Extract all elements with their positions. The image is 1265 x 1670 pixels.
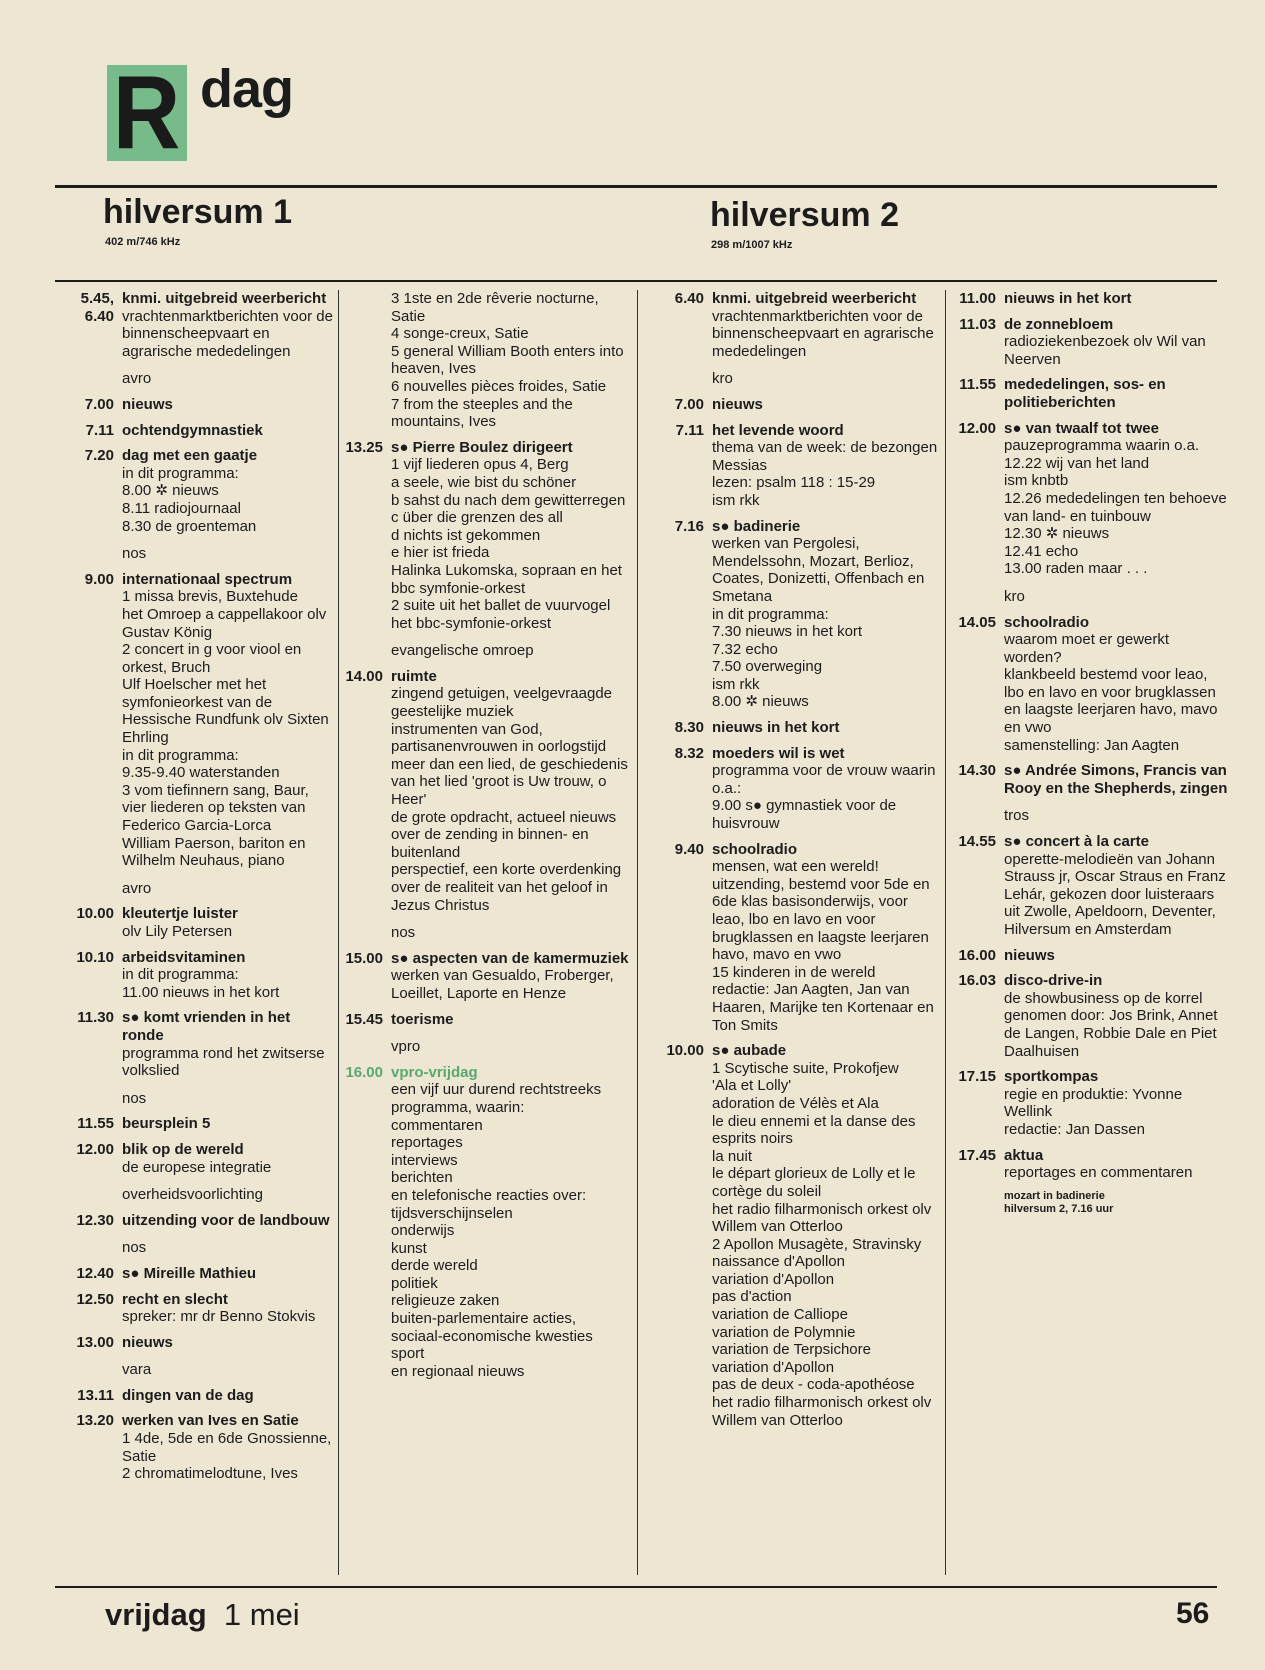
program-entry <box>341 950 629 1003</box>
program-title: s● Andrée Simons, Francis van Rooy en the Shepherds, zingen <box>1004 762 1228 797</box>
program-title: s● Pierre Boulez dirigeert <box>391 438 573 456</box>
program-title: nieuws <box>712 395 763 413</box>
program-entry <box>52 1412 336 1482</box>
program-time: 7.00 <box>674 395 704 413</box>
program-description: pauzeprogramma waarin o.a. 12.22 wij van het land ism knbtb 12.26 mededelingen ten behoeve van land- en tuinbouw 12.30 ✲ nieuws 12.41 echo 13.00 raden maar . . . <box>1004 437 1227 578</box>
program-time: 7.00 <box>84 395 114 413</box>
program-description: radioziekenbezoek olv Wil van Neerven <box>1004 333 1206 368</box>
program-time: 11.55 <box>959 376 996 394</box>
program-title: blik op de wereld <box>122 1140 244 1158</box>
program-title: uitzending voor de landbouw <box>122 1211 330 1229</box>
broadcaster-label: overheidsvoorlichting <box>122 1186 263 1204</box>
program-entry <box>341 290 629 431</box>
program-time: 17.15 <box>958 1068 996 1086</box>
program-details <box>996 1068 1230 1138</box>
program-details <box>996 316 1230 369</box>
program-details <box>996 614 1230 755</box>
program-details <box>114 949 336 1002</box>
program-title: toerisme <box>391 1010 454 1028</box>
program-details <box>383 439 629 633</box>
program-description: regie en produktie: Yvonne Wellink redactie: Jan Dassen <box>1004 1085 1183 1138</box>
program-time: 7.11 <box>85 421 114 439</box>
program-entry <box>52 1291 336 1326</box>
program-time: 15.45 <box>345 1010 383 1028</box>
program-description: operette-melodieën van Johann Strauss jr, Oscar Straus en Franz Lehár, gekozen door luisteraars uit Zwolle, Apeldoorn, Deventer, Hilversum en Amsterdam <box>1004 850 1226 938</box>
program-title: s● concert à la carte <box>1004 833 1149 851</box>
program-description: mensen, wat een wereld! uitzending, bestemd voor 5de en 6de klas basisonderwijs, voor leao, lbo en lavo en voor brugklassen en laagste leerjaren havo, mavo en vwo 15 kinderen in de wereld redactie: Jan Aagten, Jan van Haaren, Marijke ten Kortenaar en Ton Smits <box>712 858 934 1034</box>
program-details <box>383 668 629 914</box>
program-details <box>704 290 940 360</box>
program-entry <box>948 420 1230 578</box>
program-entry <box>660 396 940 414</box>
program-entry <box>660 1042 940 1429</box>
footer-date <box>105 1597 300 1633</box>
program-details <box>383 950 629 1003</box>
program-entry <box>660 518 940 712</box>
program-entry <box>948 376 1230 411</box>
broadcaster-label: nos <box>122 545 147 563</box>
program-time: 12.00 <box>958 419 996 437</box>
program-entry <box>52 396 336 414</box>
program-time: 14.55 <box>958 833 996 851</box>
program-time: 11.55 <box>77 1115 114 1133</box>
schedule-column-hilversum-2-a <box>660 290 940 1437</box>
program-time <box>341 290 383 431</box>
program-title: knmi. uitgebreid weerbericht <box>712 290 917 307</box>
broadcaster-label: nos <box>122 1089 147 1107</box>
program-time: 13.00 <box>76 1333 114 1351</box>
program-title: internationaal spectrum <box>122 570 293 588</box>
program-time: 11.03 <box>959 315 996 333</box>
program-time: 6.40 <box>674 290 704 307</box>
broadcaster-label: tros <box>1004 807 1030 825</box>
program-time: 9.00 <box>84 570 114 588</box>
program-entry <box>660 290 940 360</box>
program-time: 12.00 <box>76 1140 114 1158</box>
program-title: arbeidsvitaminen <box>122 948 246 966</box>
program-time: 8.32 <box>674 744 704 762</box>
program-title: dingen van de dag <box>122 1386 254 1404</box>
program-title: nieuws <box>1004 946 1055 964</box>
program-time: 9.40 <box>674 840 704 858</box>
program-details <box>704 422 940 510</box>
program-entry <box>948 1147 1230 1182</box>
program-entry <box>948 947 1230 965</box>
program-time: 13.11 <box>77 1386 114 1404</box>
program-details <box>114 1334 336 1352</box>
program-entry <box>948 972 1230 1060</box>
program-details <box>996 762 1230 797</box>
program-entry <box>660 422 940 510</box>
program-time: 12.50 <box>76 1290 114 1308</box>
program-title: recht en slecht <box>122 1290 228 1308</box>
broadcaster-label: vara <box>122 1361 152 1379</box>
top-rule <box>55 185 1217 188</box>
program-details <box>114 422 336 440</box>
station-name-hilversum-1: hilversum 1 <box>103 193 292 231</box>
program-entry <box>660 719 940 737</box>
program-details <box>383 290 629 431</box>
broadcaster-label: nos <box>122 1239 147 1257</box>
program-time: 14.00 <box>345 667 383 685</box>
program-description: 1 Scytische suite, Prokofjew 'Ala et Lolly' adoration de Vélès et Ala le dieu ennemi et la danse des esprits noirs la nuit le départ glorieux de Lolly et le cortège du soleil het radio filharmonisch orkest olv Willem van Otterloo 2 Apollon Musagète, Stravinsky naissance d'Apollon variation d'Apollon pas d'action variation de Calliope variation de Polymnie variation de Terpsichore variation d'Apollon pas de deux - coda-apothéose het radio filharmonisch orkest olv Willem van Otterloo <box>712 1059 932 1429</box>
program-description: waarom moet er gewerkt worden? klankbeeld bestemd voor leao, lbo en lavo en voor brugklassen en laagste leerjaren havo, mavo en vwo samenstelling: Jan Aagten <box>1004 631 1218 754</box>
program-time: 14.05 <box>958 613 996 631</box>
program-title: nieuws in het kort <box>1004 290 1132 307</box>
program-entry <box>948 833 1230 939</box>
program-details <box>114 1387 336 1405</box>
program-description: programma rond het zwitserse volkslied <box>122 1044 325 1080</box>
program-entry <box>52 949 336 1002</box>
program-description: spreker: mr dr Benno Stokvis <box>122 1308 316 1326</box>
program-time: 17.45 <box>958 1146 996 1164</box>
program-details <box>114 571 336 870</box>
program-entry <box>52 1141 336 1176</box>
program-title: moeders wil is wet <box>712 744 845 762</box>
program-description: 3 1ste en 2de rêverie nocturne, Satie 4 songe-creux, Satie 5 general William Booth enters into heaven, Ives 6 nouvelles pièces froides, Satie 7 from the steeples and the mountains, Ives <box>391 290 624 431</box>
program-details <box>114 1115 336 1133</box>
program-entry <box>52 1212 336 1230</box>
program-entry <box>52 422 336 440</box>
program-time: 11.30 <box>77 1009 114 1027</box>
program-details <box>383 1064 629 1381</box>
program-entry <box>660 745 940 833</box>
broadcaster-label: kro <box>712 370 733 388</box>
program-title: s● aubade <box>712 1042 787 1060</box>
broadcaster-label: nos <box>391 924 416 942</box>
program-description: olv Lily Petersen <box>122 923 233 940</box>
program-description: thema van de week: de bezongen Messias lezen: psalm 118 : 15-29 ism rkk <box>712 439 938 509</box>
program-title: ochtendgymnastiek <box>122 421 263 439</box>
program-details <box>114 447 336 535</box>
program-title: s● van twaalf tot twee <box>1004 419 1159 437</box>
program-entry <box>341 439 629 633</box>
program-time: 13.20 <box>76 1412 114 1430</box>
program-description: reportages en commentaren <box>1004 1164 1193 1182</box>
schedule-column-hilversum-1-b <box>341 290 629 1388</box>
program-title: de zonnebloem <box>1004 315 1114 333</box>
program-entry <box>948 1068 1230 1138</box>
program-details <box>114 905 336 940</box>
program-description: zingend getuigen, veelgevraagde geestelijke muziek instrumenten van God, partisanenvrouwen in oorlogstijd meer dan een lied, de geschiedenis van het lied 'groot is Uw trouw, o Heer' de grote opdracht, actueel nieuws over de zending in binnen- en buitenland perspectief, een korte overdenking over de realiteit van het geloof in Jezus Christus <box>391 685 628 914</box>
program-details <box>704 745 940 833</box>
program-title: disco-drive-in <box>1004 972 1103 990</box>
program-details <box>704 396 940 414</box>
header-rule <box>55 280 1217 282</box>
program-entry <box>52 1009 336 1079</box>
program-entry <box>948 614 1230 755</box>
program-time: 16.00 <box>345 1063 383 1081</box>
program-description: 1 missa brevis, Buxtehude het Omroep a cappellakoor olv Gustav König 2 concert in g voor viool en orkest, Bruch Ulf Hoelscher met het symfonieorkest van de Hessische Rundfunk olv Sixten Ehrling in dit programma: 9.35-9.40 waterstanden 3 vom tiefinnern sang, Baur, vier liederen op teksten van Federico Garcia-Lorca William Paerson, bariton en Wilhelm Neuhaus, piano <box>122 588 329 870</box>
program-details <box>996 972 1230 1060</box>
program-entry <box>52 1115 336 1133</box>
program-description: 1 vijf liederen opus 4, Berg a seele, wie bist du schöner b sahst du nach dem gewitterregen c über die grenzen des all d nichts ist gekommen e hier ist frieda Halinka Lukomska, sopraan en het bbc symfonie-orkest 2 suite uit het ballet de vuurvogel het bbc-symfonie-orkest <box>391 456 626 632</box>
program-entry <box>948 762 1230 797</box>
program-time: 7.20 <box>84 447 114 465</box>
program-time: 7.16 <box>674 517 704 535</box>
program-title: nieuws <box>122 1333 173 1351</box>
broadcaster-label: evangelische omroep <box>391 642 534 660</box>
program-description: in dit programma: 11.00 nieuws in het kort <box>122 966 280 1001</box>
program-details <box>996 833 1230 939</box>
program-time: 7.11 <box>675 421 704 439</box>
broadcaster-label: kro <box>1004 587 1025 605</box>
program-title: ruimte <box>391 667 437 685</box>
program-details <box>114 1009 336 1079</box>
program-title: knmi. uitgebreid weerbericht <box>122 290 327 307</box>
program-time: 12.40 <box>76 1264 114 1282</box>
program-time: 13.25 <box>345 438 383 456</box>
page-number: 56 <box>1176 1597 1210 1630</box>
program-details <box>996 420 1230 578</box>
program-description: een vijf uur durend rechtstreeks programma, waarin: commentaren reportages interviews berichten en telefonische reacties over: tijdsverschijnselen onderwijs kunst derde wereld politiek religieuze zaken buiten-parlementaire acties, sociaal-economische kwesties sport en regionaal nieuws <box>391 1081 602 1380</box>
program-description: in dit programma: 8.00 ✲ nieuws 8.11 radiojournaal 8.30 de groenteman <box>122 464 257 535</box>
program-title: dag met een gaatje <box>122 447 258 465</box>
program-description: 1 4de, 5de en 6de Gnossienne, Satie 2 chromatimelodtune, Ives <box>122 1430 332 1483</box>
program-details <box>383 1011 629 1029</box>
program-time: 8.30 <box>674 719 704 737</box>
logo-r-badge <box>107 55 187 171</box>
program-time: 16.03 <box>958 972 996 990</box>
program-details <box>114 1412 336 1482</box>
broadcaster-label: avro <box>122 879 152 897</box>
program-details <box>114 1141 336 1176</box>
program-entry <box>341 1064 629 1381</box>
bottom-rule <box>55 1586 1217 1588</box>
program-time: 14.30 <box>958 762 996 780</box>
program-entry <box>948 316 1230 369</box>
program-entry <box>52 1387 336 1405</box>
program-description: vrachtenmarktberichten voor de binnenscheepvaart en agrarische mededelingen <box>712 307 934 360</box>
program-description: de europese integratie <box>122 1158 272 1176</box>
logo-letter: R <box>113 55 181 171</box>
program-entry <box>52 1265 336 1283</box>
program-time: 16.00 <box>958 946 996 964</box>
program-details <box>996 376 1230 411</box>
station-name-hilversum-2: hilversum 2 <box>710 196 899 234</box>
photo-caption: mozart in badinerie hilversum 2, 7.16 uur <box>1004 1189 1114 1215</box>
program-details <box>704 518 940 712</box>
program-details <box>114 1212 336 1230</box>
program-entry <box>341 668 629 914</box>
station-frequency-hilversum-2: 298 m/1007 kHz <box>711 239 793 251</box>
program-details <box>114 1265 336 1283</box>
program-entry <box>948 290 1230 308</box>
page-title: dag <box>200 59 294 119</box>
program-details <box>114 396 336 414</box>
program-title: nieuws <box>122 395 173 413</box>
program-entry <box>52 905 336 940</box>
program-title: het levende woord <box>712 421 844 439</box>
broadcaster-label: vpro <box>391 1038 421 1056</box>
program-title: s● komt vrienden in het ronde <box>122 1009 291 1044</box>
program-entry <box>52 1334 336 1352</box>
program-time: 10.00 <box>666 1042 704 1060</box>
column-divider <box>338 290 339 1575</box>
program-time: 5.45, 6.40 <box>80 290 114 325</box>
program-details <box>114 1291 336 1326</box>
program-description: werken van Gesualdo, Froberger, Loeillet, Laporte en Henze <box>391 967 614 1002</box>
program-details <box>996 290 1230 308</box>
schedule-column-hilversum-2-b <box>948 290 1230 1216</box>
program-title: s● Mireille Mathieu <box>122 1264 257 1282</box>
program-entry <box>52 571 336 870</box>
program-entry <box>660 841 940 1035</box>
program-title: schoolradio <box>712 840 798 858</box>
program-description: vrachtenmarktberichten voor de binnenscheepvaart en agrarische mededelingen <box>122 307 333 360</box>
program-details <box>704 841 940 1035</box>
program-details <box>704 1042 940 1429</box>
program-time: 10.00 <box>76 905 114 923</box>
program-title: aktua <box>1004 1146 1044 1164</box>
program-title: kleutertje luister <box>122 905 238 923</box>
program-title: sportkompas <box>1004 1068 1099 1086</box>
footer-day-month: 1 mei <box>223 1597 300 1632</box>
column-divider <box>637 290 638 1575</box>
program-title: s● badinerie <box>712 517 801 535</box>
program-title: vpro-vrijdag <box>391 1063 478 1081</box>
program-time: 10.10 <box>76 948 114 966</box>
program-description: werken van Pergolesi, Mendelssohn, Mozart, Berlioz, Coates, Donizetti, Offenbach en Smetana in dit programma: 7.30 nieuws in het kort 7.32 echo 7.50 overweging ism rkk 8.00 ✲ nieuws <box>712 535 925 711</box>
program-title: werken van Ives en Satie <box>122 1412 299 1430</box>
program-description: programma voor de vrouw waarin o.a.: 9.00 s● gymnastiek voor de huisvrouw <box>712 762 936 833</box>
program-time: 12.30 <box>76 1211 114 1229</box>
program-title: schoolradio <box>1004 613 1090 631</box>
program-details <box>996 947 1230 965</box>
column-divider <box>945 290 946 1575</box>
program-entry <box>52 447 336 535</box>
program-title: beursplein 5 <box>122 1115 211 1133</box>
program-details <box>114 290 336 360</box>
program-title: s● aspecten van de kamermuziek <box>391 949 629 967</box>
program-entry <box>341 1011 629 1029</box>
program-description: de showbusiness op de korrel genomen door: Jos Brink, Annet de Langen, Robbie Dale en Piet Daalhuisen <box>1004 989 1218 1060</box>
program-details <box>704 719 940 737</box>
broadcaster-label: avro <box>122 370 152 388</box>
footer-weekday: vrijdag <box>105 1597 207 1632</box>
program-time: 11.00 <box>959 290 996 307</box>
program-title: mededelingen, sos- en politieberichten <box>1004 376 1166 411</box>
program-title: nieuws in het kort <box>712 719 840 737</box>
program-details <box>996 1147 1230 1182</box>
program-time: 15.00 <box>345 949 383 967</box>
schedule-column-hilversum-1-a <box>52 290 336 1491</box>
station-frequency-hilversum-1: 402 m/746 kHz <box>105 236 181 248</box>
program-entry <box>52 290 336 360</box>
